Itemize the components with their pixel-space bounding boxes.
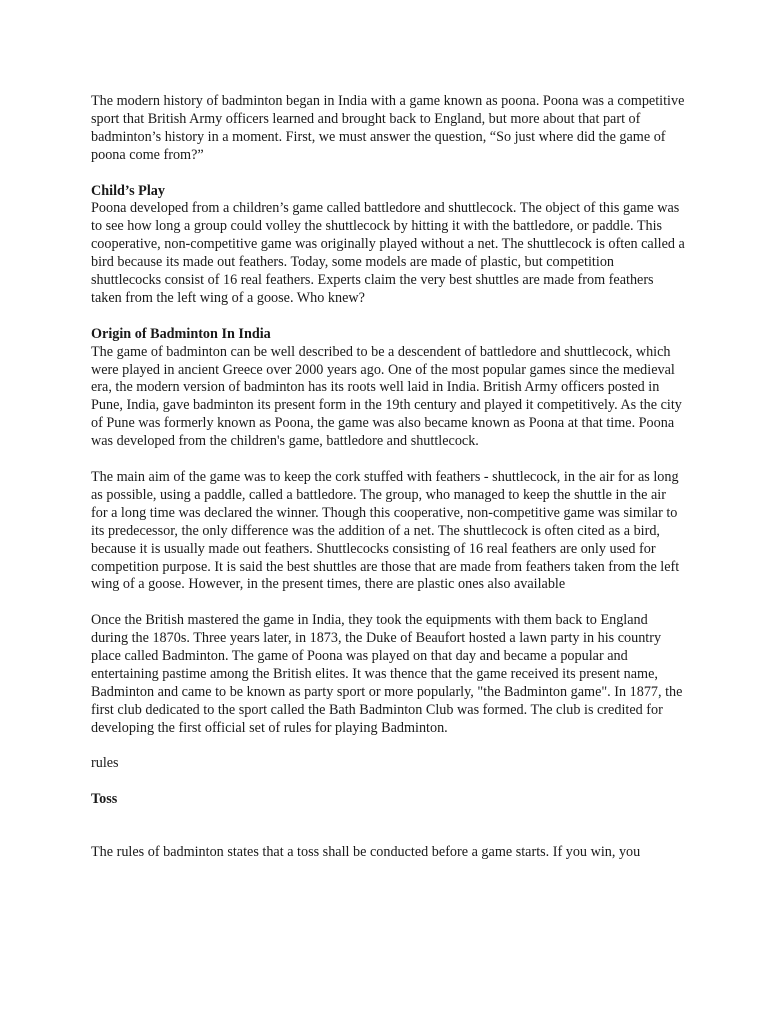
toss-heading: Toss xyxy=(91,791,118,808)
document-content xyxy=(91,93,685,862)
aim-paragraph: The main aim of the game was to keep the cork stuffed with feathers - shuttlecock, in the air for as long as possible, using a paddle, called a battledore. The group, who managed to keep the shuttle in the air for a long time was declared the winner. Though this cooperative, non-competitive game was similar to its predecessor, the only difference was the addition of a net. The shuttlecock is often cited as a bird, because it is usually made out feathers. Shuttlecocks consisting of 16 real feathers are only used for competition purpose. It is said the best shuttles are those that are made from feathers taken from the left wing of a goose. However, in the present times, there are plastic ones also available xyxy=(91,468,680,593)
childs-play-paragraph: Poona developed from a children’s game called battledore and shuttlecock. The object of this game was to see how long a group could volley the shuttlecock by hitting it with the battledore, or paddle. This cooperative, non-competitive game was originally played without a net. The shuttlecock is often called a bird because its made out feathers. Today, some models are made of plastic, but competition shuttlecocks consist of 16 real feathers. Experts claim the very best shuttles are made from feathers taken from the left wing of a goose. Who knew? xyxy=(91,200,685,306)
toss-paragraph: The rules of badminton states that a toss shall be conducted before a game starts. If you win, you xyxy=(91,844,641,861)
origin-paragraph: The game of badminton can be well described to be a descendent of battledore and shuttlecock, which were played in ancient Greece over 2000 years ago. One of the most popular games since the medieval era, the modern version of badminton has its roots well laid in India. British Army officers posted in Pune, India, gave badminton its present form in the 19th century and played it competitively. As the city of Pune was formerly known as Poona, the game was also became known as Poona at that time. Poona was developed from the children's game, battledore and shuttlecock. xyxy=(91,343,682,450)
intro-paragraph: The modern history of badminton began in India with a game known as poona. Poona was a competitive sport that British Army officers learned and brought back to England, but more about that part of badminton’s history in a moment. First, we must answer the question, “So just where did the game of poona come from?” xyxy=(91,93,685,163)
origin-heading: Origin of Badminton In India xyxy=(91,325,271,342)
rules-label: rules xyxy=(91,755,119,772)
childs-play-heading: Child’s Play xyxy=(91,182,165,199)
british-paragraph: Once the British mastered the game in India, they took the equipments with them back to England during the 1870s. Three years later, in 1873, the Duke of Beaufort hosted a lawn party in his country place called Badminton. The game of Poona was played on that day and became a popular and entertaining pastime among the British elites. It was thence that the game received its present name, Badminton and came to be known as party sport or more popularly, "the Badminton game". In 1877, the first club dedicated to the sport called the Bath Badminton Club was formed. The club is credited for developing the first official set of rules for playing Badminton. xyxy=(91,612,683,736)
